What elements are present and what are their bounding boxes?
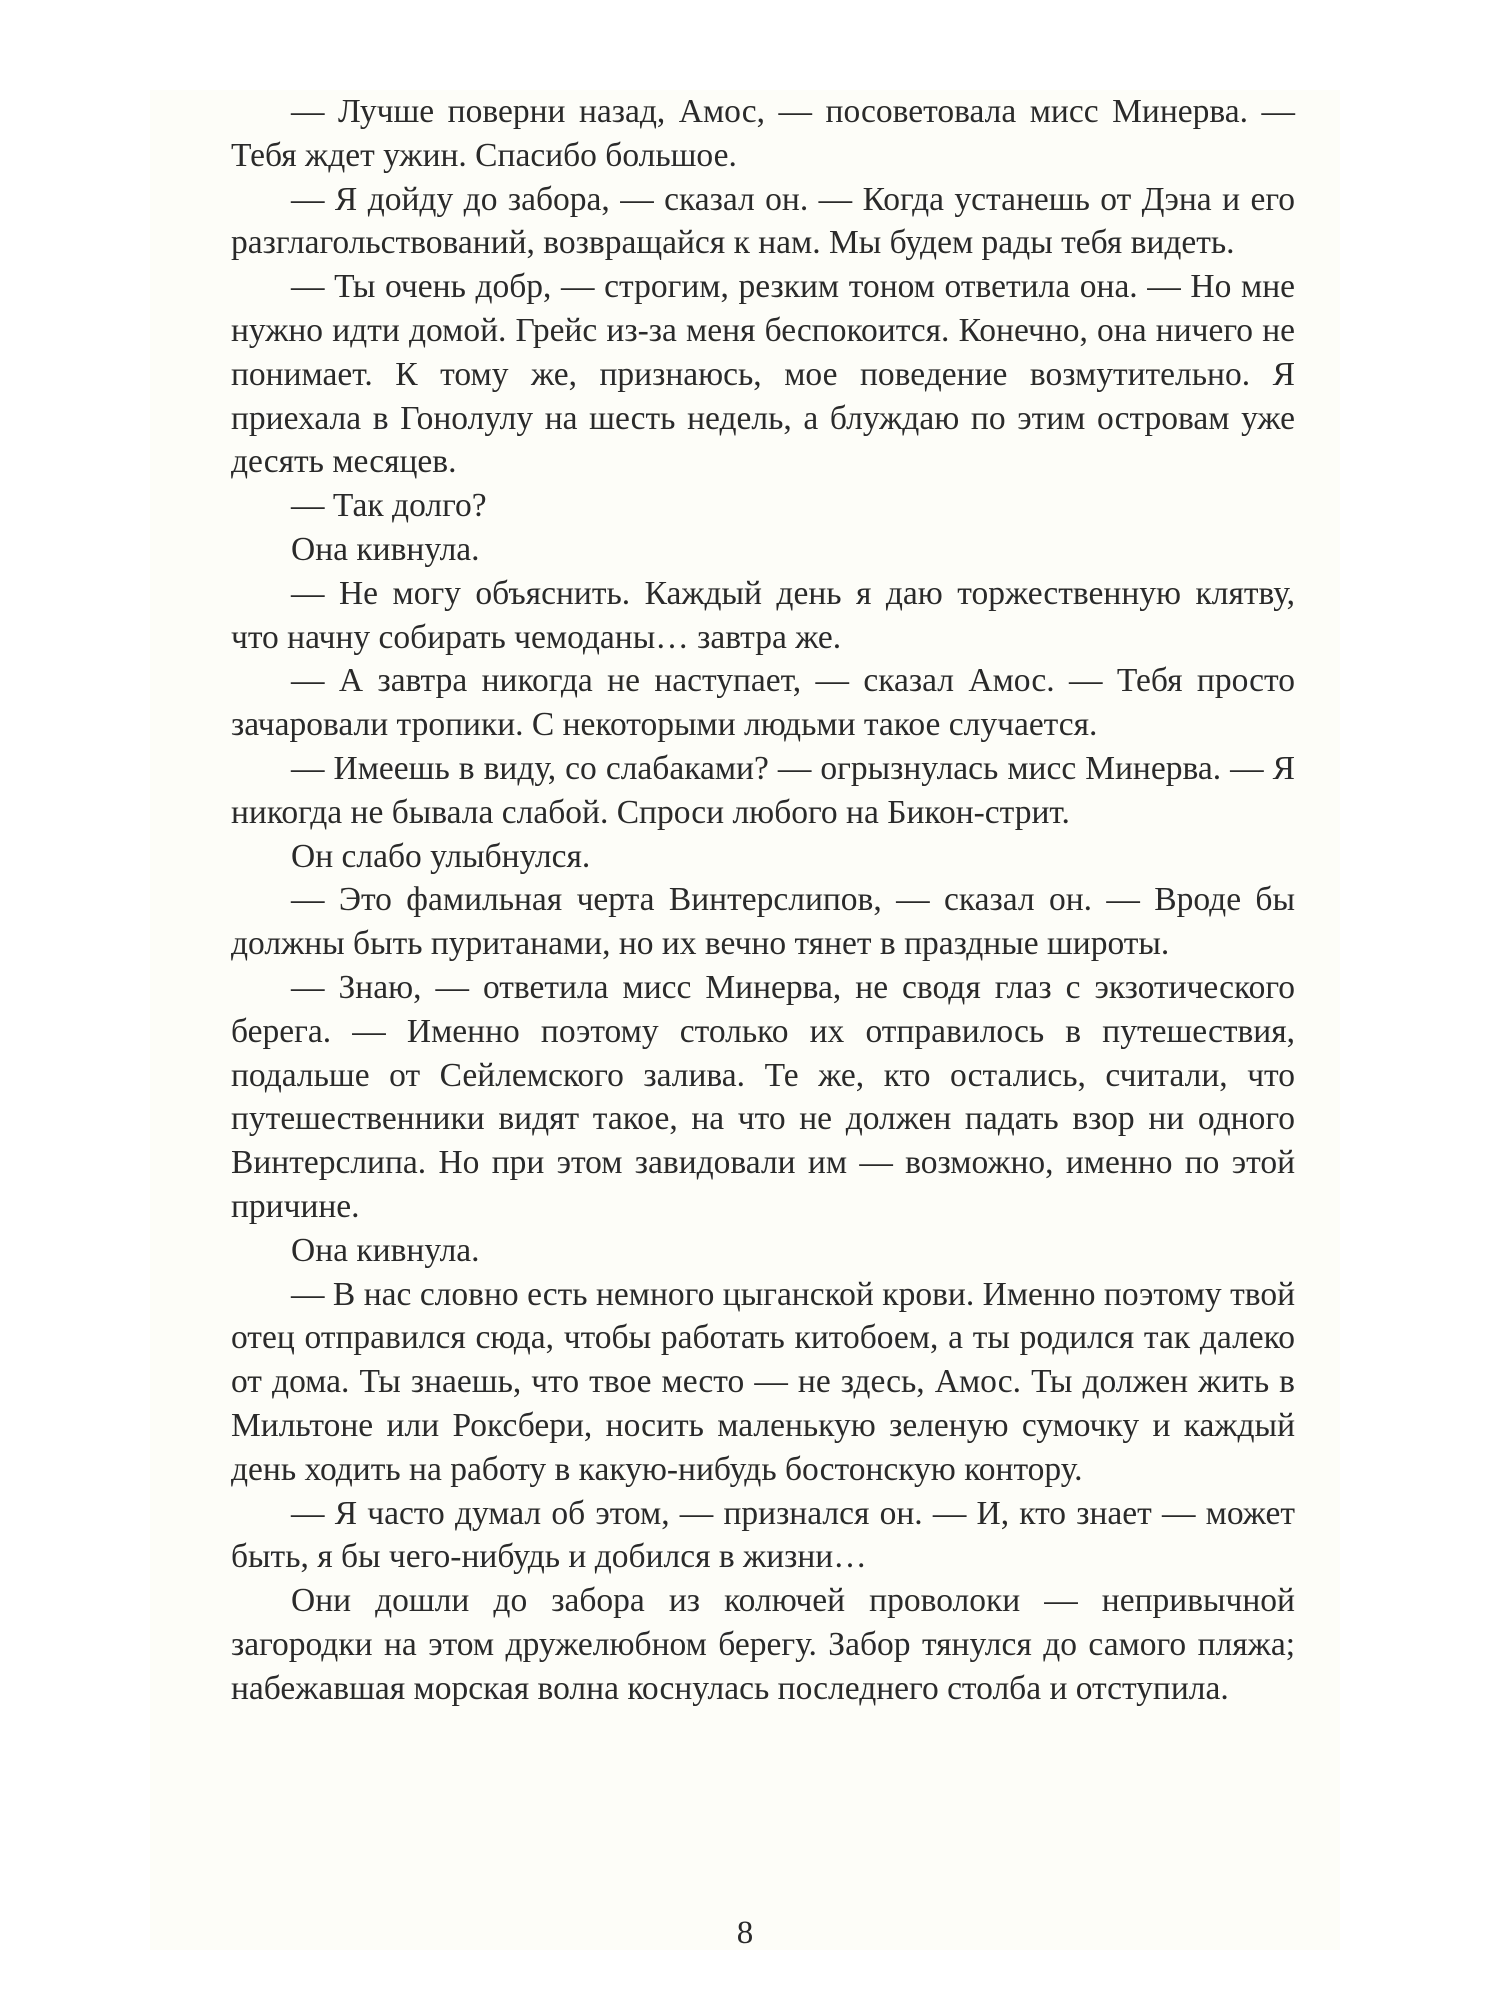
paragraph-5: Она кивнула.	[291, 530, 480, 568]
body-text	[231, 90, 1295, 1710]
page-number: 8	[736, 1915, 754, 1951]
paragraph-2: — Я дойду до забора, — сказал он. — Когда устанешь от Дэна и его разглагольствований, возвращайся к нам. Мы будем рады тебя видеть.	[231, 180, 1295, 262]
paragraph-7: — А завтра никогда не наступает, — сказал Амос. — Тебя просто зачаровали тропики. С некоторыми людьми такое случается.	[231, 662, 1295, 744]
paragraph-4: — Так долго?	[291, 487, 487, 525]
paragraph-14: — Я часто думал об этом, — признался он. — И, кто знает — может быть, я бы чего-нибудь и добился в жизни…	[231, 1494, 1295, 1576]
paragraph-9: Он слабо улыбнулся.	[291, 837, 591, 875]
paragraph-10: — Это фамильная черта Винтерслипов, — сказал он. — Вроде бы должны быть пуританами, но их вечно тянет в праздные широты.	[231, 881, 1295, 963]
paragraph-12: Она кивнула.	[291, 1231, 480, 1269]
paragraph-11: — Знаю, — ответила мисс Минерва, не сводя глаз с экзотического берега. — Именно поэтому столько их отправилось в путешествия, подальше от Сейлемского залива. Те же, кто остались, считали, что путешественники видят такое, на что не должен падать взор ни одного Винтерслипа. Но при этом завидовали им — возможно, именно по этой причине.	[231, 968, 1295, 1225]
paragraph-3: — Ты очень добр, — строгим, резким тоном ответила она. — Но мне нужно идти домой. Грейс из-за меня беспокоится. Конечно, она ничего не понимает. К тому же, признаюсь, мое поведение возмутительно. Я приехала в Гонолулу на шесть недель, а блуждаю по этим островам уже десять месяцев.	[231, 268, 1295, 481]
paragraph-15: Они дошли до забора из колючей проволоки — непривычной загородки на этом дружелюбном берегу. Забор тянулся до самого пляжа; набежавшая морская волна коснулась последнего столба и отступила.	[231, 1582, 1295, 1707]
paragraph-13: — В нас словно есть немного цыганской крови. Именно поэтому твой отец отправился сюда, чтобы работать китобоем, а ты родился так далеко от дома. Ты знаешь, что твое место — не здесь, Амос. Ты должен жить в Мильтоне или Роксбери, носить маленькую зеленую сумочку и каждый день ходить на работу в какую-нибудь бостонскую контору.	[231, 1275, 1295, 1488]
paragraph-8: — Имеешь в виду, со слабаками? — огрызнулась мисс Минерва. — Я никогда не бывала слабой. Спроси любого на Бикон-стрит.	[231, 749, 1295, 831]
paragraph-6: — Не могу объяснить. Каждый день я даю торжественную клятву, что начну собирать чемоданы… завтра же.	[231, 574, 1295, 656]
paragraph-1: — Лучше поверни назад, Амос, — посоветовала мисс Минерва. — Тебя ждет ужин. Спасибо большое.	[231, 93, 1295, 174]
book-page	[150, 90, 1340, 1950]
